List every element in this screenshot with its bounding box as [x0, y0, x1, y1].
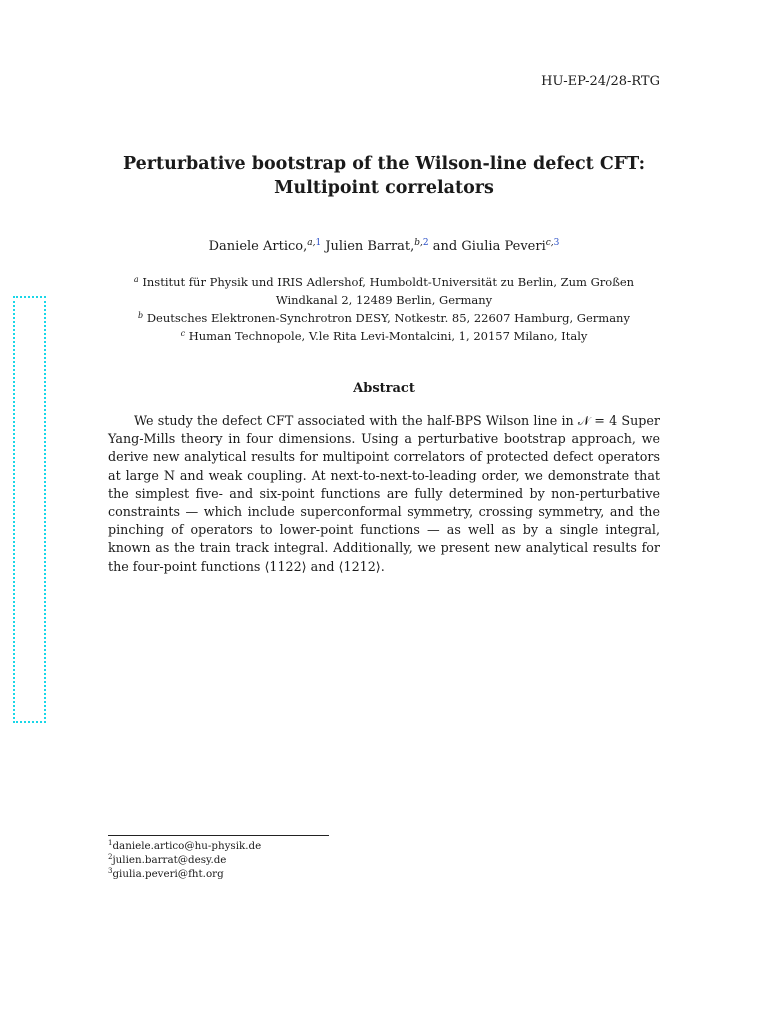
affiliation-a: $^a$ Institut für Physik und IRIS Adlershof, Humboldt-Universität zu Berlin, Zum Großen: [133, 275, 635, 289]
author-list: [0, 239, 768, 254]
footnote-2: $^2$julien.barrat@desy.de: [108, 853, 227, 866]
email-link[interactable]: daniele.artico@hu-physik.de: [112, 840, 262, 852]
title-line-2: Multipoint correlators: [274, 178, 494, 198]
abstract-heading: Abstract: [353, 381, 415, 396]
affiliations: [0, 273, 768, 345]
footnotes: [108, 839, 261, 881]
affil-mark: b,: [414, 238, 423, 248]
footnote-3: $^3$giulia.peveri@fht.org: [108, 867, 224, 880]
footnote-1: $^1$daniele.artico@hu-physik.de: [108, 839, 262, 852]
affil-mark: c,: [545, 238, 554, 248]
affiliation-b: $^b$ Deutsches Elektronen-Synchrotron DESY, Notkestr. 85, 22607 Hamburg, Germany: [138, 311, 630, 325]
footnote-rule: [108, 835, 329, 836]
author-name: Julien Barrat,: [325, 239, 415, 254]
footnote-link[interactable]: 2: [422, 238, 429, 248]
footnote-link[interactable]: 1: [315, 238, 322, 248]
email-link[interactable]: julien.barrat@desy.de: [112, 854, 227, 866]
affiliation-c: $^c$ Human Technopole, V.le Rita Levi-Montalcini, 1, 20157 Milano, Italy: [180, 329, 588, 343]
title-line-1: Perturbative bootstrap of the Wilson-line defect CFT:: [122, 154, 646, 174]
abstract-body: We study the defect CFT associated with the half-BPS Wilson line in 𝒩 = 4 Super Yang-Mills theory in four dimensions. Using a perturbative bootstrap approach, we derive new analytical results for multipoint correlators of protected defect operators at large N and weak coupling. At next-to-next-to-leading order, we demonstrate that the simplest five- and six-point functions are fully determined by non-perturbative constraints — which include superconformal symmetry, crossing symmetry, and the pinching of operators to lower-point functions — as well as by a single integral, known as the train track integral. Additionally, we present new analytical results for the four-point functions ⟨1122⟩ and ⟨1212⟩.: [108, 413, 660, 574]
affiliation-a-cont: Windkanal 2, 12489 Berlin, Germany: [275, 293, 493, 307]
email-link[interactable]: giulia.peveri@fht.org: [112, 868, 224, 880]
author-name: and Giulia Peveri: [432, 239, 546, 254]
paper-title: [0, 152, 768, 200]
author-name: Daniele Artico,: [208, 239, 308, 254]
arxiv-stamp-frame[interactable]: [13, 296, 46, 723]
report-number: HU-EP-24/28-RTG: [541, 74, 660, 89]
footnote-link[interactable]: 3: [553, 238, 560, 248]
affil-mark: a,: [307, 238, 316, 248]
